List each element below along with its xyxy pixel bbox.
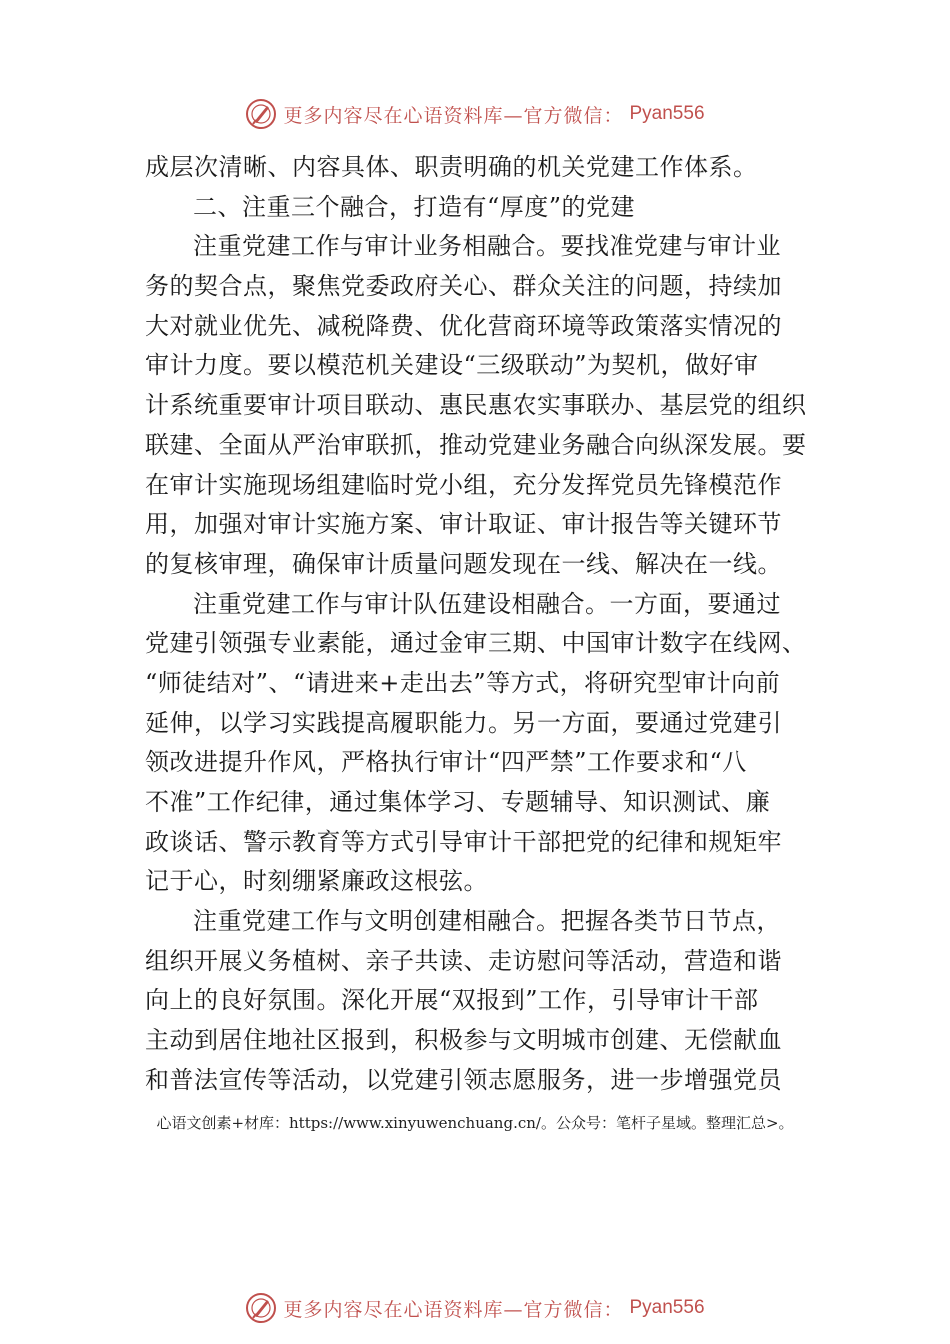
text-line: 务的契合点，聚焦党委政府关心、群众关注的问题，持续加 <box>145 272 782 301</box>
text-line: 的复核审理，确保审计质量问题发现在一线、解决在一线。 <box>145 549 782 578</box>
feather-pen-logo-icon <box>245 98 277 130</box>
header-banner <box>0 97 950 131</box>
text-line: 注重党建工作与审计业务相融合。要找准党建与审计业 <box>193 232 781 261</box>
text-line: 领改进提升作风，严格执行审计“四严禁”工作要求和“八 <box>145 748 747 777</box>
banner-slogan: 更多内容尽在心语资料库—官方微信： <box>283 104 624 127</box>
text-line: 记于心，时刻绷紧廉政这根弦。 <box>145 867 488 896</box>
document-body <box>145 148 815 1101</box>
text-line: 审计力度。要以模范机关建设“三级联动”为契机，做好审 <box>145 351 759 380</box>
footer-banner <box>0 1291 950 1325</box>
text-line: 大对就业优先、减税降费、优化营商环境等政策落实情况的 <box>145 311 782 340</box>
text-line: 党建引领强专业素能，通过金审三期、中国审计数字在线网、 <box>145 629 807 658</box>
text-line: 注重党建工作与审计队伍建设相融合。一方面，要通过 <box>193 589 781 618</box>
text-line: 延伸，以学习实践提高履职能力。另一方面，要通过党建引 <box>145 708 782 737</box>
text-line: 二、注重三个融合，打造有“厚度”的党建 <box>193 192 636 221</box>
text-line: 和普法宣传等活动，以党建引领志愿服务，进一步增强党员 <box>145 1065 782 1094</box>
banner-wechat-id: Pyan556 <box>629 103 705 124</box>
text-line: 用，加强对审计实施方案、审计取证、审计报告等关键环节 <box>145 510 782 539</box>
feather-pen-logo-icon <box>245 1292 277 1324</box>
footer-source-note: 心语文创素+材库：https://www.xinyuwenchuang.cn/。公众号：笔杆子星域。整理汇总>。 <box>156 1114 794 1132</box>
banner-wechat-id: Pyan556 <box>629 1297 705 1318</box>
text-line: 计系统重要审计项目联动、惠民惠农实事联办、基层党的组织 <box>145 391 807 420</box>
paragraph <box>145 148 815 188</box>
text-line: 联建、全面从严治审联抓，推动党建业务融合向纵深发展。要 <box>145 430 807 459</box>
text-line: 组织开展义务植树、亲子共读、走访慰问等活动，营造和谐 <box>145 946 782 975</box>
text-line: 主动到居住地社区报到，积极参与文明城市创建、无偿献血 <box>145 1026 782 1055</box>
text-line: 不准”工作纪律，通过集体学习、专题辅导、知识测试、廉 <box>145 788 771 816</box>
text-line: “师徒结对”、“请进来+走出去”等方式，将研究型审计向前 <box>145 668 781 697</box>
text-line: 在审计实施现场组建临时党小组，充分发挥党员先锋模范作 <box>145 470 782 499</box>
text-line: 向上的良好氛围。深化开展“双报到”工作，引导审计干部 <box>145 986 759 1015</box>
text-line: 注重党建工作与文明创建相融合。把握各类节日节点， <box>193 907 781 936</box>
text-line: 政谈话、警示教育等方式引导审计干部把党的纪律和规矩牢 <box>145 827 782 856</box>
paragraph <box>145 902 815 1100</box>
text-line: 成层次清晰、内容具体、职责明确的机关党建工作体系。 <box>145 153 758 181</box>
banner-slogan: 更多内容尽在心语资料库—官方微信： <box>283 1298 624 1321</box>
paragraph <box>145 227 815 584</box>
paragraph <box>145 188 815 228</box>
paragraph <box>145 585 815 903</box>
